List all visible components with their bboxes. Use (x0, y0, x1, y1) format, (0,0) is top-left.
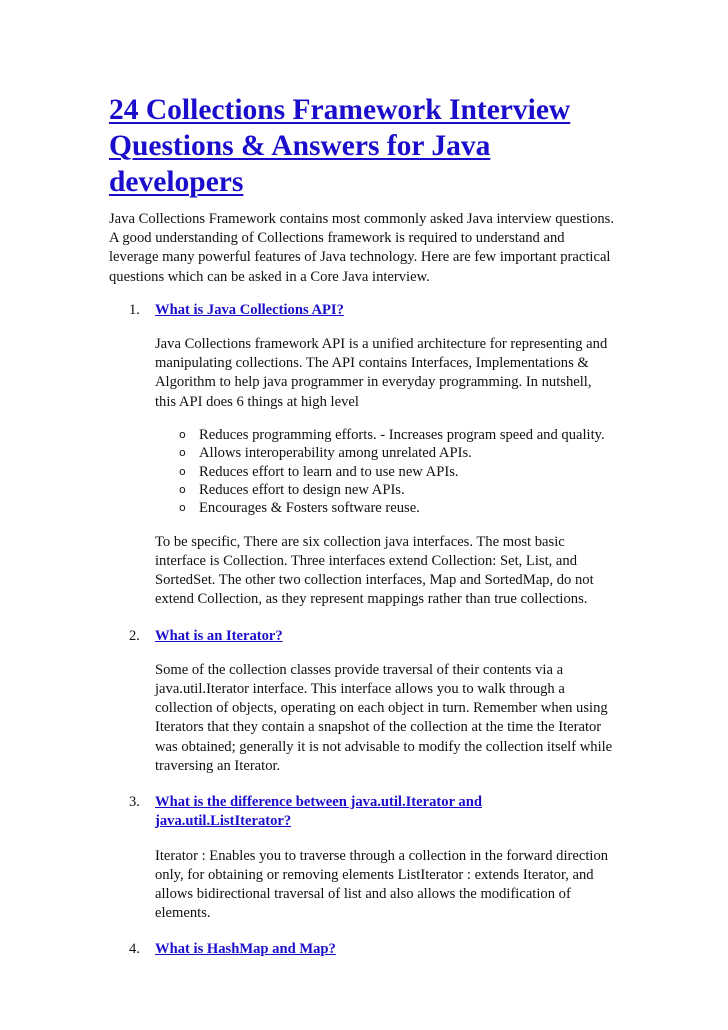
feature-list (155, 426, 629, 518)
answer-line: Some of the collection classes provide traversal of their contents via a (155, 661, 564, 678)
answer-line: allows bidirectional traversal of list and also allows the modification of (155, 885, 571, 902)
question-item (109, 793, 629, 923)
bullet-circle-icon: o (179, 464, 186, 478)
answer-line: interface is Collection. Three interfaces extend Collection: Set, List, and (155, 553, 578, 570)
question-link[interactable] (155, 793, 629, 831)
answer-line: only, for obtaining or removing elements ListIterator : extends Iterator, and (155, 866, 594, 883)
answer-line: traversing an Iterator. (155, 757, 281, 774)
title-line: developers (109, 166, 244, 198)
answer-line: collection of objects, operating on each object in turn. Remember when using (155, 700, 608, 717)
title-line: 24 Collections Framework Interview (109, 94, 571, 126)
bullet-circle-icon: o (179, 483, 186, 497)
answer-line: Iterator : Enables you to traverse through a collection in the forward direction (155, 847, 609, 864)
feature-item (179, 481, 629, 499)
question-link[interactable] (155, 627, 629, 646)
answer-paragraph (155, 533, 629, 610)
bullet-circle-icon: o (179, 427, 186, 441)
answer-paragraph (155, 335, 629, 412)
answer-line: java.util.Iterator interface. This interface allows you to walk through a (155, 681, 565, 698)
answer-line: this API does 6 things at high level (155, 393, 359, 410)
question-item (109, 940, 629, 959)
question-number: 3. (129, 794, 140, 811)
intro-line: A good understanding of Collections framework is required to understand and (109, 230, 565, 247)
question-item (109, 627, 629, 776)
answer-line: manipulating collections. The API contains Interfaces, Implementations & (155, 355, 589, 372)
answer-line: SortedSet. The other two collection interfaces, Map and SortedMap, do not (155, 572, 594, 589)
question-link-line: java.util.ListIterator? (155, 813, 292, 830)
question-number: 1. (129, 301, 140, 318)
intro-line: questions which can be asked in a Core Java interview. (109, 268, 430, 285)
question-link[interactable] (155, 940, 629, 959)
answer-line: elements. (155, 905, 211, 922)
bullet-circle-icon: o (179, 501, 186, 515)
question-link-line: What is Java Collections API? (155, 301, 344, 318)
answer-line: Java Collections framework API is a unified architecture for representing and (155, 336, 608, 353)
question-link[interactable] (155, 301, 629, 320)
answer-line: extend Collection, as they represent mappings rather than true collections. (155, 591, 588, 608)
intro-paragraph (109, 210, 629, 287)
feature-text: Reduces programming efforts. - Increases program speed and quality. (199, 426, 605, 443)
question-link-line: What is HashMap and Map? (155, 941, 336, 958)
question-list (109, 301, 629, 960)
answer-line: Iterators that they contain a snapshot of the collection at the time the Iterator (155, 719, 602, 736)
answer-line: Algorithm to help java programmer in everyday programming. In nutshell, (155, 374, 592, 391)
answer-line: was obtained; generally it is not advisable to modify the collection itself while (155, 738, 613, 755)
feature-text: Allows interoperability among unrelated APIs. (199, 445, 472, 462)
intro-line: Java Collections Framework contains most commonly asked Java interview questions. (109, 211, 615, 227)
feature-item (179, 444, 629, 462)
feature-item (179, 499, 629, 517)
feature-text: Encourages & Fosters software reuse. (199, 500, 420, 517)
question-link-line: What is an Iterator? (155, 627, 283, 644)
feature-item (179, 463, 629, 481)
intro-line: leverage many powerful features of Java technology. Here are few important practical (109, 249, 611, 266)
answer-paragraph (155, 847, 629, 924)
title-line: Questions & Answers for Java (109, 130, 491, 162)
bullet-circle-icon: o (179, 446, 186, 460)
question-number: 2. (129, 627, 140, 644)
question-link-line: What is the difference between java.util.Iterator and (155, 794, 482, 811)
answer-line: To be specific, There are six collection java interfaces. The most basic (155, 533, 565, 550)
feature-text: Reduces effort to learn and to use new APIs. (199, 463, 459, 480)
page-title (109, 92, 629, 200)
feature-text: Reduces effort to design new APIs. (199, 482, 405, 499)
feature-item (179, 426, 629, 444)
document-body (109, 92, 629, 977)
answer-paragraph (155, 661, 629, 776)
question-item (109, 301, 629, 610)
question-number: 4. (129, 941, 140, 958)
